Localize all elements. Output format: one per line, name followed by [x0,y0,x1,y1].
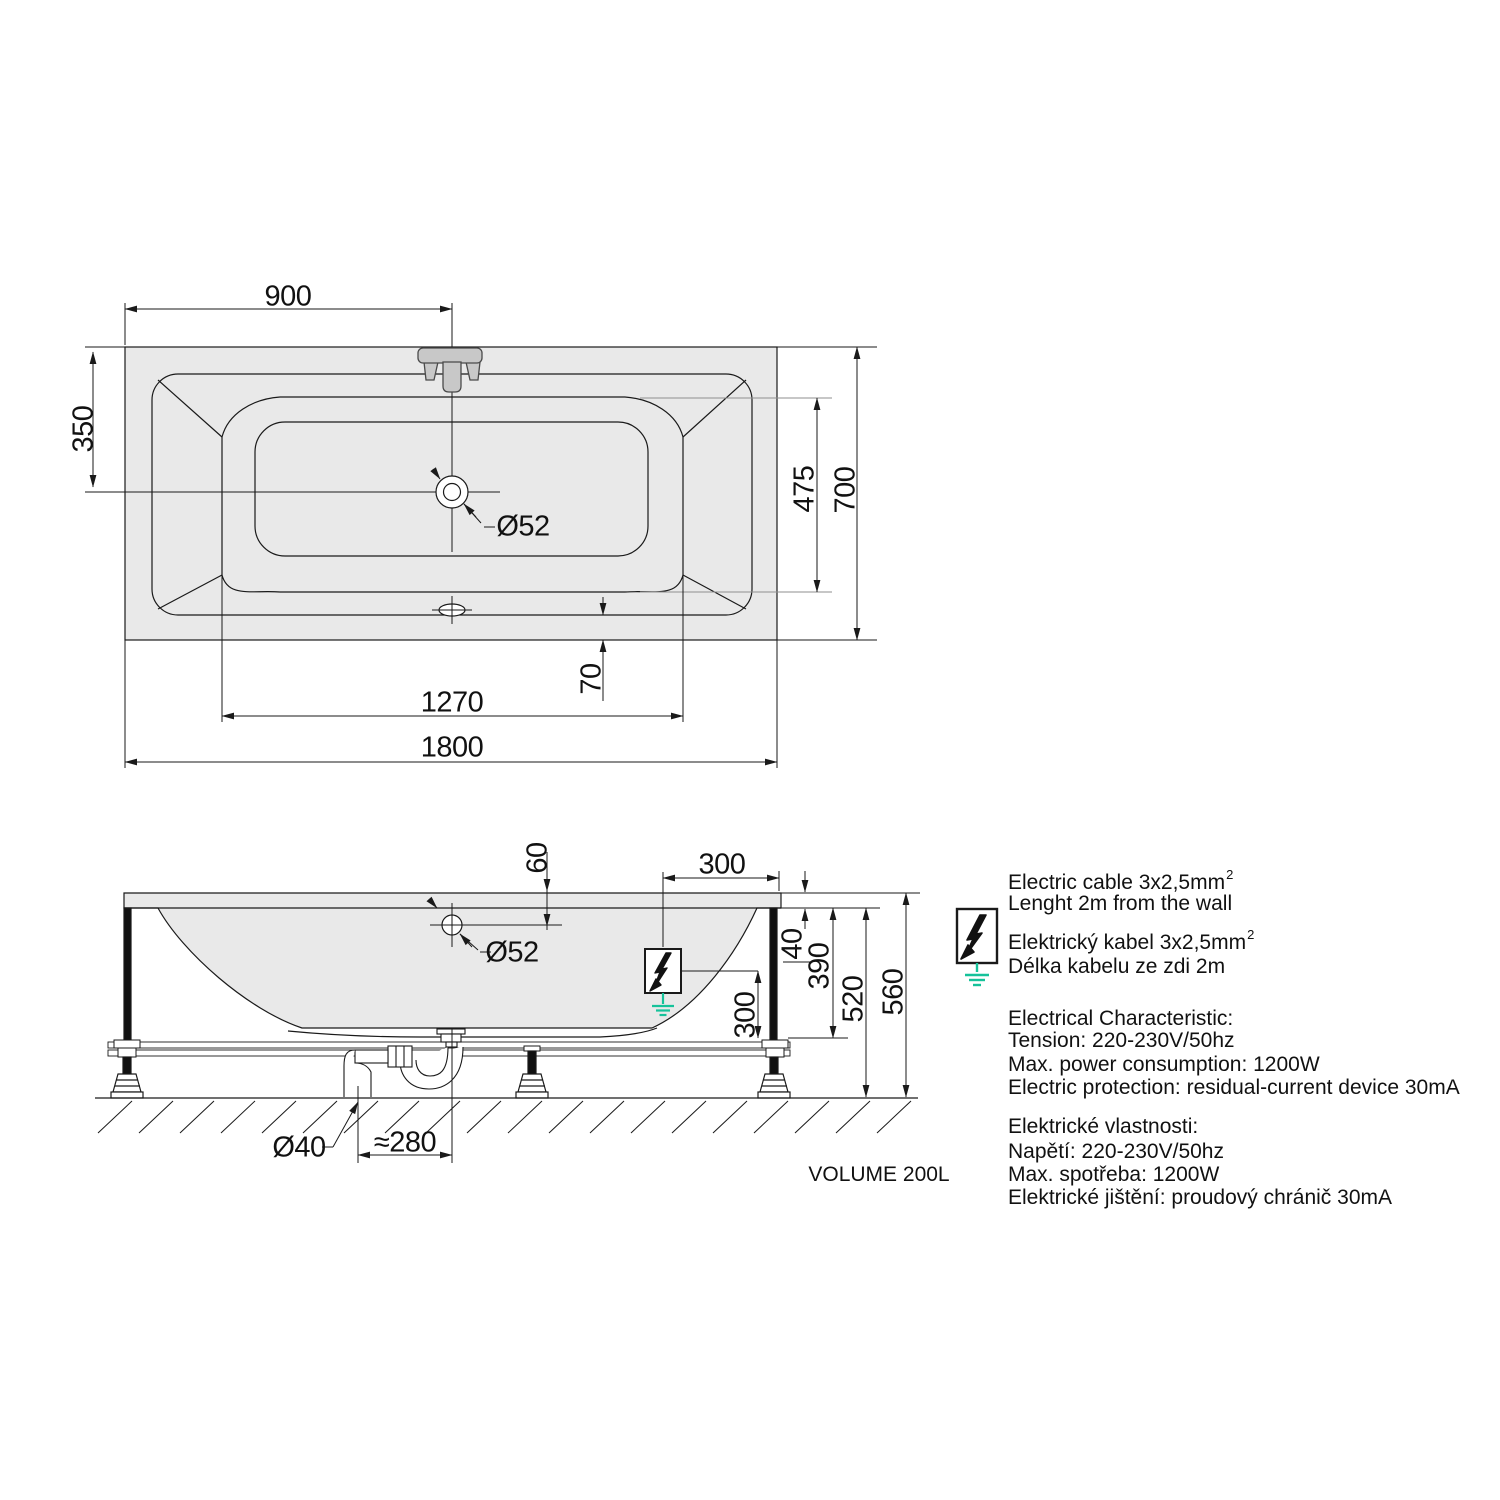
side-view [95,852,920,1163]
note-tension-en: Tension: 220-230V/50hz [1008,1029,1235,1052]
dim-label-1270: 1270 [420,686,484,719]
note-text: Electric cable 3x2,5mm [1008,871,1226,894]
superscript-2: 2 [1226,867,1234,882]
note-electric-cable-en [1008,867,1234,894]
drain-diameter-label-side: Ø52 [485,936,539,969]
dim-label-60: 60 [521,842,554,874]
volume-label: VOLUME 200L [808,1163,950,1186]
waste-diameter-label: Ø40 [272,1131,326,1164]
dim-label-700: 700 [829,466,862,514]
ground-icon [965,963,989,985]
dim-label-350: 350 [67,405,100,453]
dim-label-520: 520 [837,975,870,1023]
dim-label-1800: 1800 [420,731,484,764]
drain-diameter-label-top: Ø52 [496,510,550,543]
note-power-cs: Max. spotřeba: 1200W [1008,1163,1220,1186]
dim-label-475: 475 [788,465,821,513]
electric-symbol-legend [957,909,997,985]
dim-label-300-top: 300 [698,848,746,881]
note-text: Elektrický kabel 3x2,5mm [1008,931,1247,954]
support-leg-left [124,908,131,1042]
dim-label-300-inner: 300 [729,991,762,1039]
waste-trap [344,1029,465,1097]
note-cable-length-en: Lenght 2m from the wall [1008,892,1233,915]
dim-label-900: 900 [264,280,312,313]
superscript-2: 2 [1247,927,1255,942]
floor-hatching [98,1101,911,1133]
dim-label-560: 560 [877,968,910,1016]
note-protection-cs: Elektrické jištění: proudový chránič 30mA [1008,1186,1392,1209]
note-power-en: Max. power consumption: 1200W [1008,1053,1320,1076]
note-cable-length-cs: Délka kabelu ze zdi 2m [1008,955,1226,978]
dim-label-70: 70 [575,663,608,695]
note-characteristics-title-cs: Elektrické vlastnosti: [1008,1115,1199,1138]
note-protection-en: Electric protection: residual-current device 30mA [1008,1076,1460,1099]
tub-shell-bottom [288,1028,657,1037]
dim-label-280: ≈280 [373,1126,437,1159]
note-characteristics-title-en: Electrical Characteristic: [1008,1007,1234,1030]
dim-label-40: 40 [776,928,809,960]
drain-top [436,476,468,508]
note-tension-cs: Napětí: 220-230V/50hz [1008,1140,1224,1163]
note-electric-cable-cs [1008,927,1255,954]
dim-label-390: 390 [803,942,836,990]
